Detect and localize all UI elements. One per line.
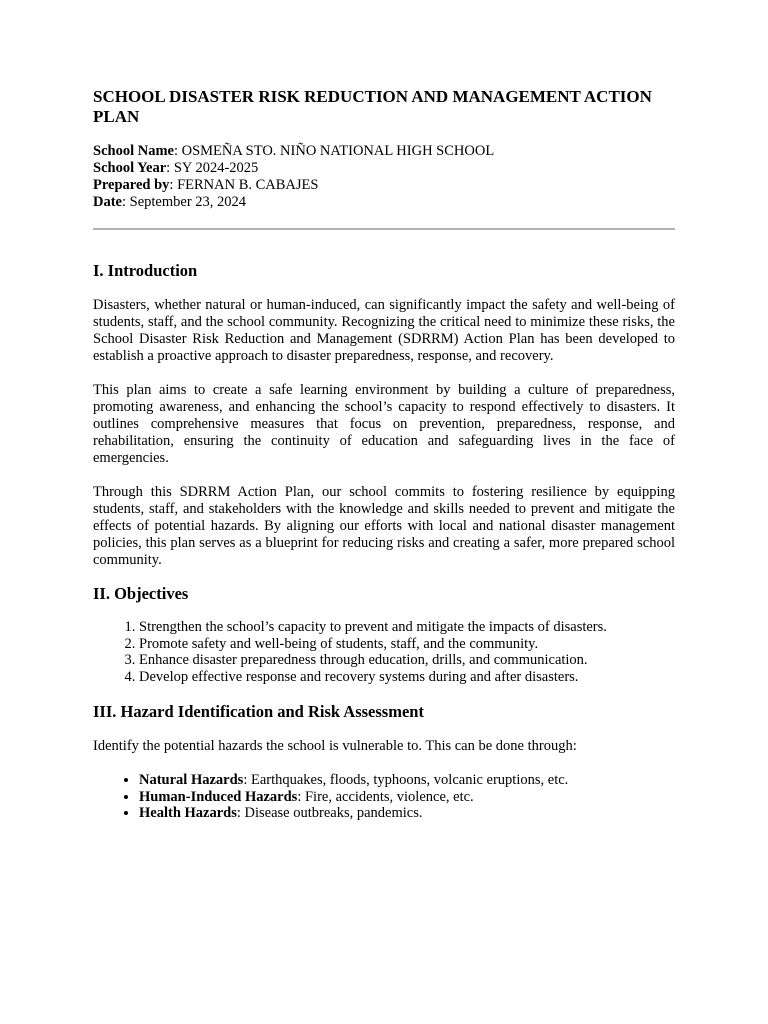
list-item: 4. Develop effective response and recovery systems during and after disasters.	[139, 669, 675, 686]
meta-prepared-by: Prepared by: FERNAN B. CABAJES	[93, 177, 319, 193]
meta-date: Date: September 23, 2024	[93, 194, 247, 210]
horizontal-divider	[93, 228, 675, 230]
list-item: • Natural Hazards: Earthquakes, floods, typhoons, volcanic eruptions, etc.	[139, 772, 675, 789]
intro-paragraph: Through this SDRRM Action Plan, our school commits to fostering resilience by equipping students, staff, and stakeholders with the knowledge and skills needed to prevent and mitigate the effects of potential hazards. By aligning our efforts with local and national disaster management policies, this plan serves as a blueprint for reducing risks and creating a safer, more prepared school community.	[93, 484, 675, 568]
document-title: SCHOOL DISASTER RISK REDUCTION AND MANAGEMENT ACTION PLAN	[93, 87, 652, 126]
hazards-list	[93, 772, 675, 822]
meta-school-name: School Name: OSMEÑA STO. NIÑO NATIONAL HIGH SCHOOL	[93, 143, 495, 159]
hazards-lead: Identify the potential hazards the school is vulnerable to. This can be done through:	[93, 738, 577, 754]
section-heading-objectives: II. Objectives	[93, 584, 189, 603]
list-item: • Health Hazards: Disease outbreaks, pandemics.	[139, 805, 675, 822]
document-meta	[93, 143, 675, 211]
list-item: 1. Strengthen the school’s capacity to prevent and mitigate the impacts of disasters.	[139, 619, 675, 636]
list-item: 3. Enhance disaster preparedness through education, drills, and communication.	[139, 652, 675, 669]
objectives-list	[93, 619, 675, 685]
intro-paragraph: This plan aims to create a safe learning environment by building a culture of preparedness, promoting awareness, and enhancing the school’s capacity to respond effectively to disasters. It outlines comprehensive measures that focus on prevention, preparedness, response, and rehabilitation, ensuring the continuity of education and safeguarding lives in the face of emergencies.	[93, 382, 675, 466]
list-item: • Human-Induced Hazards: Fire, accidents, violence, etc.	[139, 789, 675, 806]
section-heading-introduction: I. Introduction	[93, 261, 198, 280]
section-heading-hazards: III. Hazard Identification and Risk Assessment	[93, 702, 424, 721]
intro-paragraph: Disasters, whether natural or human-induced, can significantly impact the safety and well-being of students, staff, and the school community. Recognizing the critical need to minimize these risks, the School Disaster Risk Reduction and Management (SDRRM) Action Plan has been developed to establish a proactive approach to disaster preparedness, response, and recovery.	[93, 297, 675, 364]
meta-school-year: School Year: SY 2024-2025	[93, 160, 259, 176]
list-item: 2. Promote safety and well-being of students, staff, and the community.	[139, 636, 675, 653]
